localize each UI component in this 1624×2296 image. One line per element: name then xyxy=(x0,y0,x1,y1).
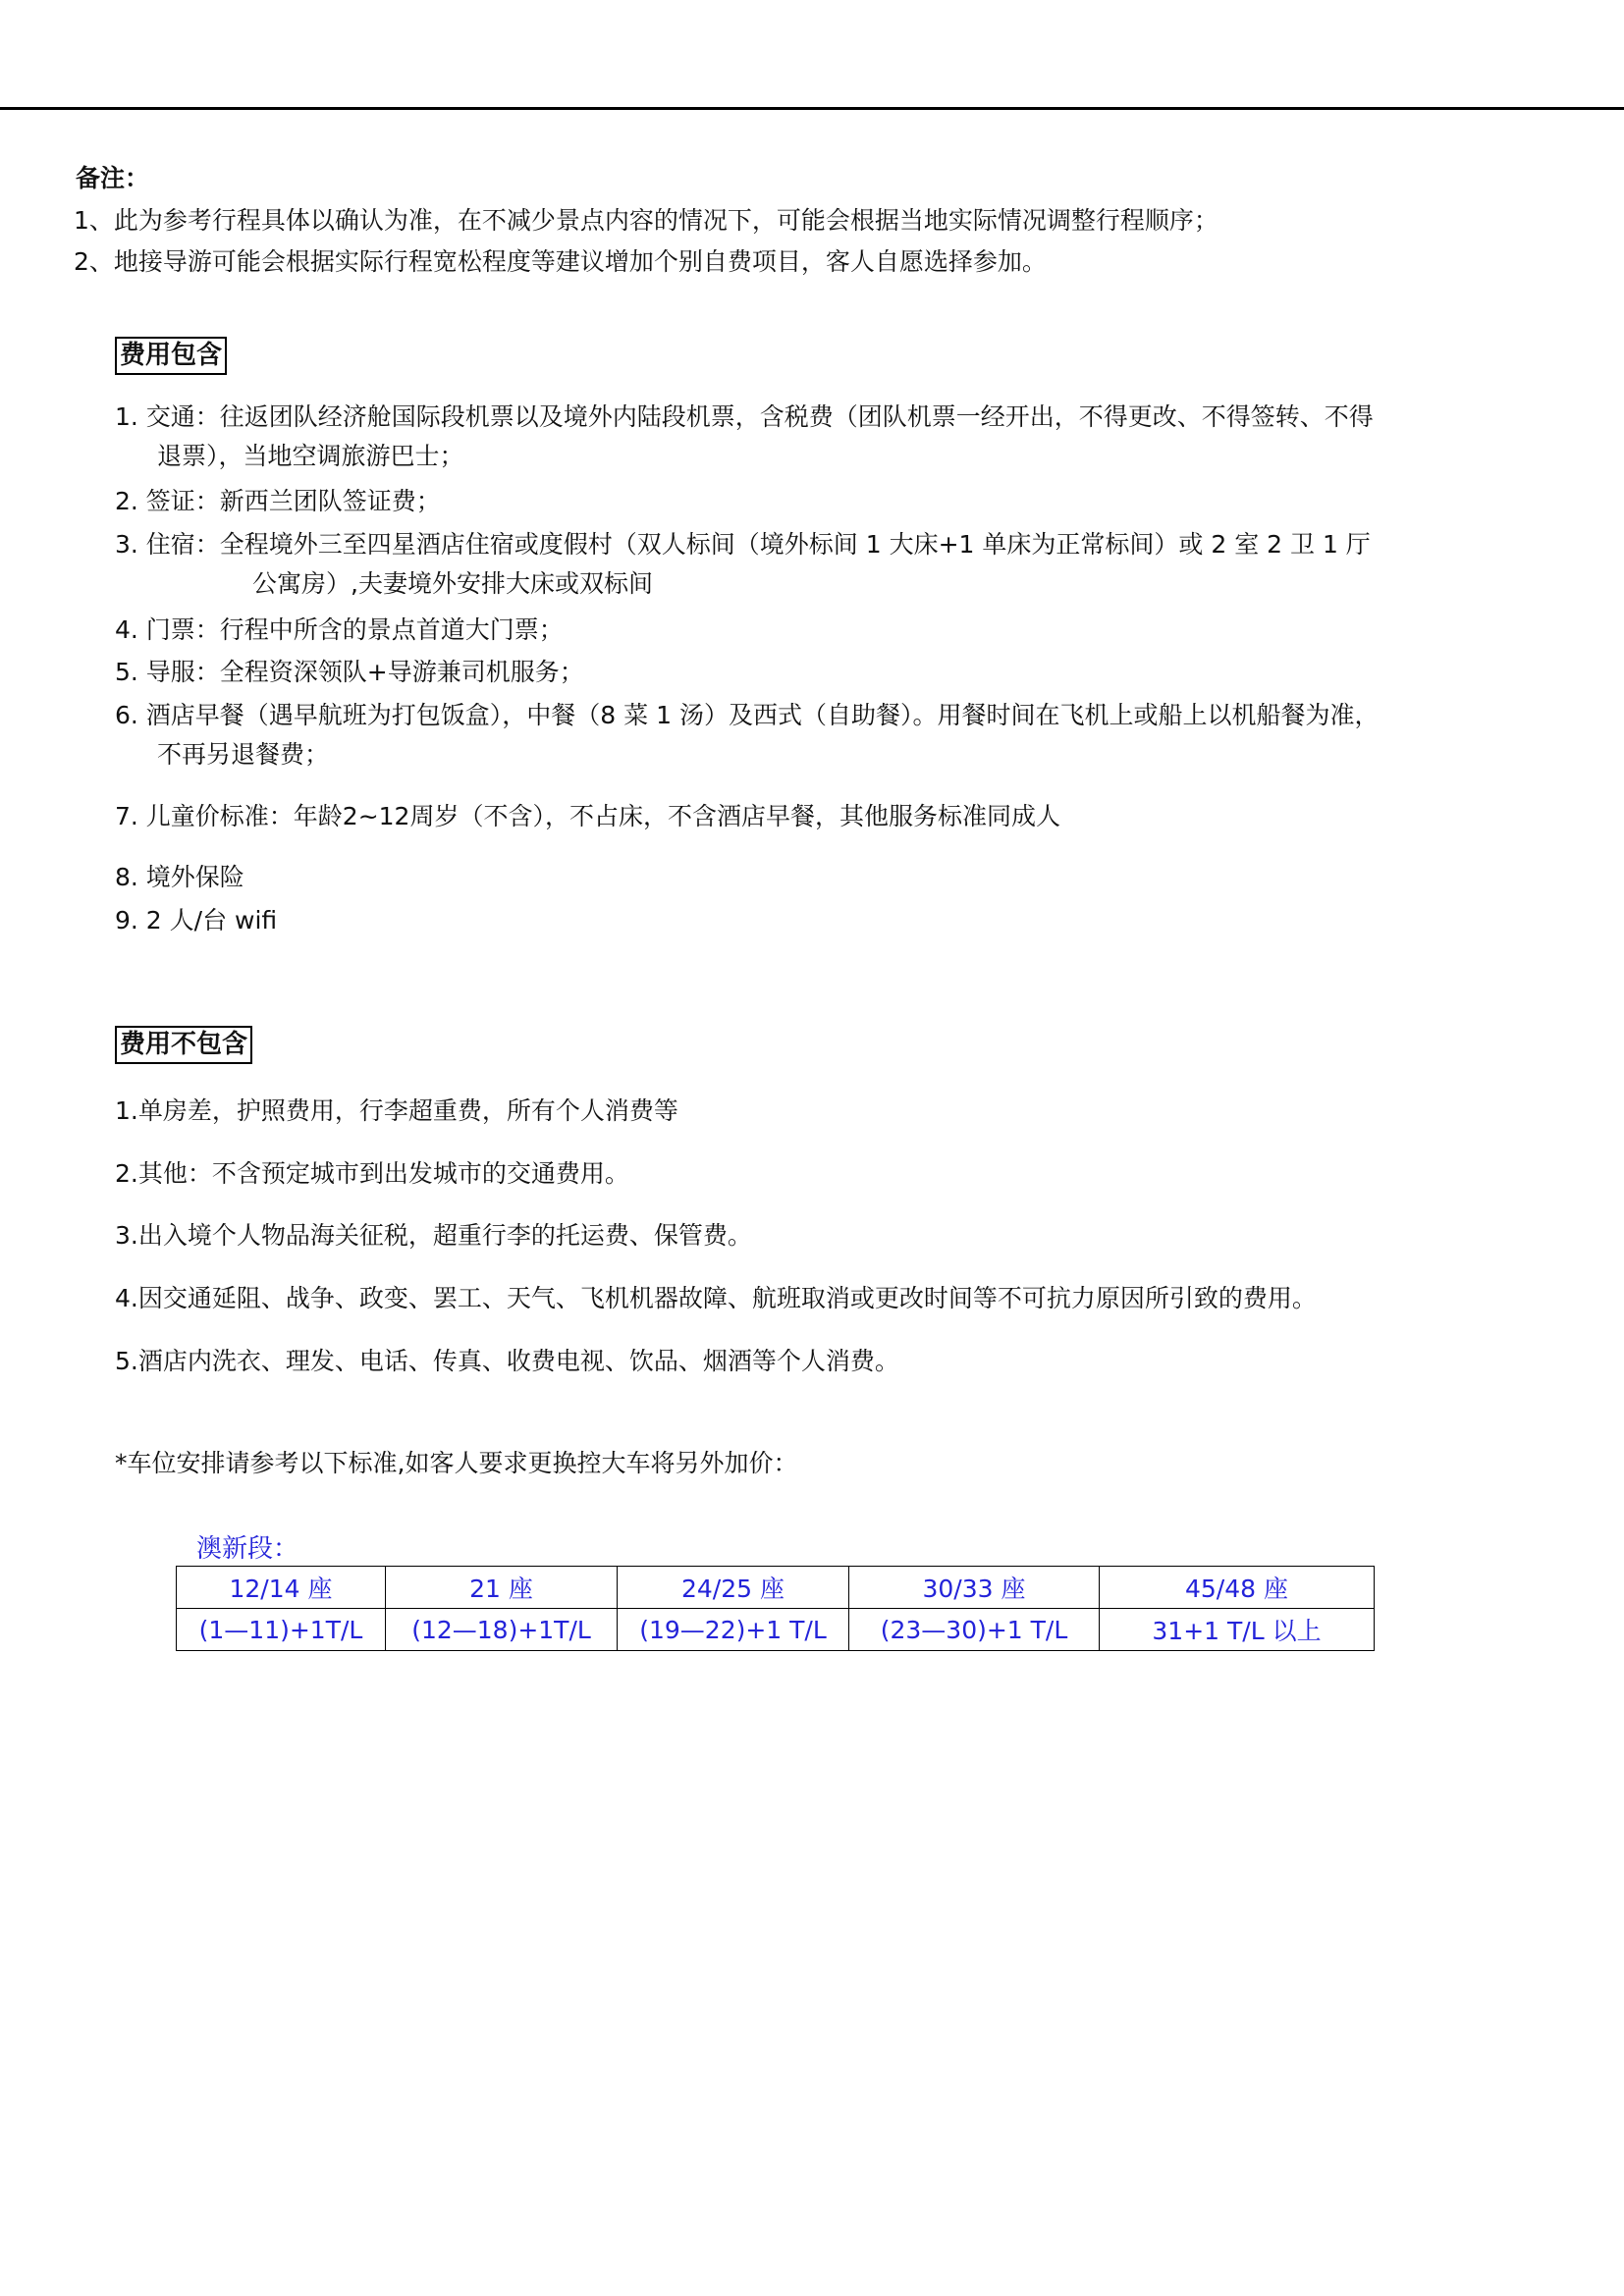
excluded-item-1: 1.单房差，护照费用，行李超重费，所有个人消费等 xyxy=(115,1096,678,1125)
seat-value-cell: (19—22)+1 T/L xyxy=(618,1609,849,1651)
note-line-2: 2、地接导游可能会根据实际行程宽松程度等建议增加个别自费项目，客人自愿选择参加。 xyxy=(74,247,1047,276)
seat-header-cell: 30/33 座 xyxy=(849,1567,1100,1609)
included-title: 费用包含 xyxy=(115,337,227,375)
included-item-1-line-1: 1. 交通：往返团队经济舱国际段机票以及境外内陆段机票，含税费（团队机票一经开出，不得更改、不得签转、不得 xyxy=(115,402,1374,431)
included-item-6-line-2: 不再另退餐费； xyxy=(157,740,330,769)
included-item-3-line-1: 3. 住宿：全程境外三至四星酒店住宿或度假村（双人标间（境外标间 1 大床+1 单床为正常标间）或 2 室 2 卫 1 厅 xyxy=(115,530,1371,559)
seat-table-header-row xyxy=(177,1567,1375,1609)
seat-table-value-row xyxy=(177,1609,1375,1651)
included-item-2: 2. 签证：新西兰团队签证费； xyxy=(115,487,441,515)
note-line-1: 1、此为参考行程具体以确认为准，在不减少景点内容的情况下，可能会根据当地实际情况调整行程顺序； xyxy=(74,206,1218,235)
included-item-6 xyxy=(115,696,1379,774)
included-item-1 xyxy=(115,398,1374,476)
top-rule xyxy=(0,107,1624,110)
seat-value-cell: (1—11)+1T/L xyxy=(177,1609,386,1651)
included-item-8: 8. 境外保险 xyxy=(115,863,244,891)
excluded-item-4: 4.因交通延阻、战争、政变、罢工、天气、飞机机器故障、航班取消或更改时间等不可抗力原因所引致的费用。 xyxy=(115,1284,1317,1312)
excluded-title: 费用不包含 xyxy=(115,1026,252,1064)
included-item-3 xyxy=(115,525,1371,604)
excluded-item-5: 5.酒店内洗衣、理发、电话、传真、收费电视、饮品、烟酒等个人消费。 xyxy=(115,1347,899,1375)
included-item-7: 7. 儿童价标准：年龄2~12周岁（不含），不占床，不含酒店早餐，其他服务标准同成人 xyxy=(115,802,1060,830)
seat-value-cell: (23—30)+1 T/L xyxy=(849,1609,1100,1651)
seat-header-cell: 24/25 座 xyxy=(618,1567,849,1609)
included-item-6-line-1: 6. 酒店早餐（遇早航班为打包饭盒），中餐（8 菜 1 汤）及西式（自助餐）。用餐时间在飞机上或船上以机船餐为准， xyxy=(115,701,1380,729)
seat-header-cell: 45/48 座 xyxy=(1100,1567,1375,1609)
seat-value-cell: 31+1 T/L 以上 xyxy=(1100,1609,1375,1651)
excluded-item-2: 2.其他：不含预定城市到出发城市的交通费用。 xyxy=(115,1159,629,1188)
seat-table-caption: 澳新段： xyxy=(196,1534,299,1564)
seat-value-cell: (12—18)+1T/L xyxy=(386,1609,618,1651)
seat-header-cell: 21 座 xyxy=(386,1567,618,1609)
car-arrangement-note: *车位安排请参考以下标准,如客人要求更换控大车将另外加价： xyxy=(115,1449,798,1477)
included-item-3-line-2: 公寓房）,夫妻境外安排大床或双标间 xyxy=(252,569,653,598)
included-item-5: 5. 导服：全程资深领队+导游兼司机服务； xyxy=(115,658,584,686)
included-item-9: 9. 2 人/台 wifi xyxy=(115,906,278,934)
notes-heading: 备注： xyxy=(76,164,150,192)
seat-table xyxy=(176,1566,1375,1651)
seat-header-cell: 12/14 座 xyxy=(177,1567,386,1609)
excluded-item-3: 3.出入境个人物品海关征税，超重行李的托运费、保管费。 xyxy=(115,1221,752,1250)
included-item-1-line-2: 退票），当地空调旅游巴士； xyxy=(157,442,464,470)
included-item-4: 4. 门票：行程中所含的景点首道大门票； xyxy=(115,615,564,644)
